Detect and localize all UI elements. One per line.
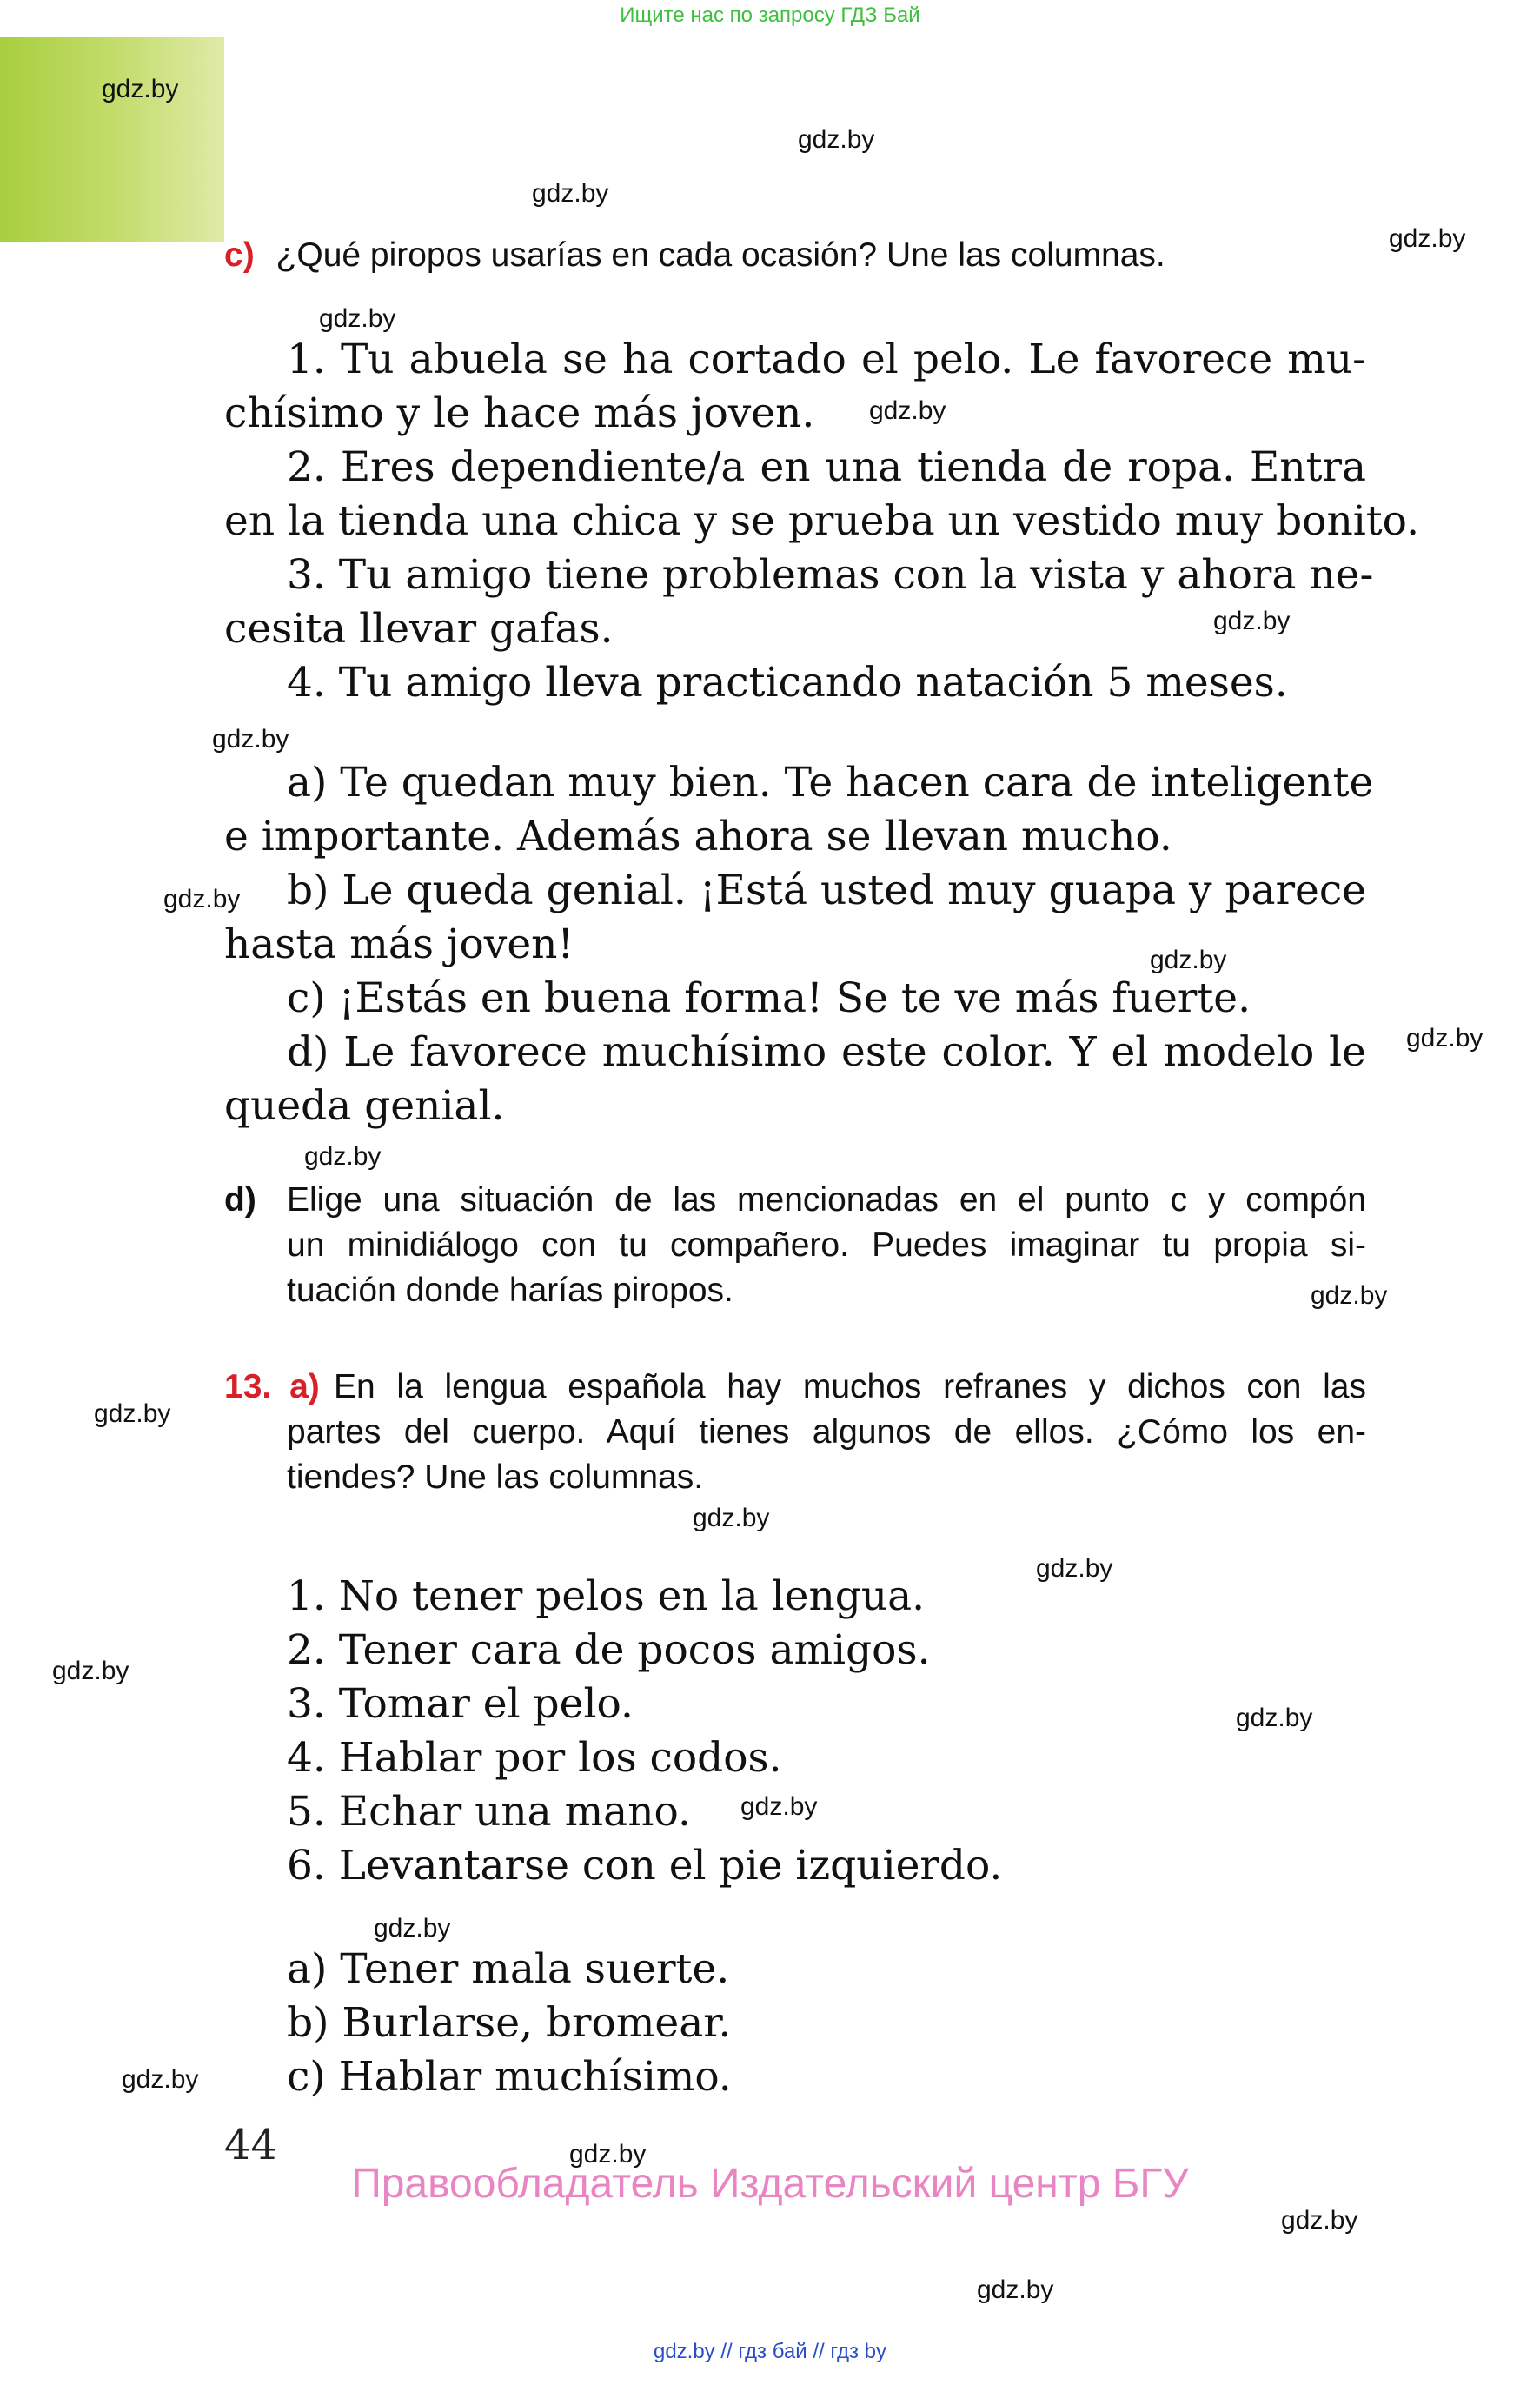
watermark: gdz.by [1213,607,1291,635]
list-item [224,441,1420,548]
list-item [224,656,1366,710]
compliment-line: a) Te quedan muy bien. Te hacen cara de inteligente [287,759,1374,807]
page-number: 44 [224,2121,278,2169]
sayings-list [287,1570,1002,1893]
watermark: gdz.by [52,1657,129,1685]
compliment-line: e importante. Además ahora se llevan mucho. [224,813,1172,860]
footer-links[interactable]: gdz.by // гдз бай // гдз by [653,2340,887,2363]
situation-line: cesita llevar gafas. [224,605,614,653]
watermark: gdz.by [94,1399,171,1428]
exercise-13-label: a) [289,1368,320,1405]
watermark: gdz.by [532,179,609,208]
watermark: gdz.by [1311,1281,1388,1310]
exercise-number: 13. [224,1368,272,1405]
list-item: c) Hablar muchísimo. [287,2053,732,2101]
situation-line: 3. Tu amigo tiene problemas con la vista y ahora ne- [287,551,1374,599]
section-c-label: c) [224,236,255,274]
section-d-line: Elige una situación de las mencionadas en el punto c y compón [287,1181,1366,1219]
watermark: gdz.by [102,75,179,103]
situation-line: 4. Tu amigo lleva practicando natación 5 meses. [287,659,1288,707]
exercise-13-line: tiendes? Une las columnas. [287,1458,704,1496]
section-c-instruction: ¿Qué piropos usarías en cada ocasión? Une las columnas. [275,236,1165,274]
watermark: gdz.by [1150,946,1227,974]
situation-line: en la tienda una chica y se prueba un vestido muy bonito. [224,497,1420,545]
compliment-line: b) Le queda genial. ¡Está usted muy guapa y parece [287,867,1366,914]
list-item [224,864,1366,972]
section-d-line: tuación donde harías piropos. [287,1272,733,1309]
watermark: gdz.by [1281,2206,1358,2235]
list-item [224,1026,1366,1133]
compliment-line: hasta más joven! [224,920,574,968]
copyright-notice: Правообладатель Издательский центр БГУ [351,2161,1189,2207]
list-item: 3. Tomar el pelo. [287,1680,634,1728]
watermark: gdz.by [569,2140,647,2169]
list-item [224,333,1366,441]
list-item: a) Tener mala suerte. [287,1945,730,1993]
watermark: gdz.by [212,725,289,754]
watermark: gdz.by [1036,1554,1113,1583]
compliments-list [224,756,1374,1133]
compliment-line: queda genial. [224,1082,505,1130]
watermark: gdz.by [319,304,396,333]
watermark: gdz.by [163,885,241,913]
situation-line: 2. Eres dependiente/a en una tienda de ropa. Entra [287,443,1366,491]
list-item: 5. Echar una mano. [287,1788,691,1836]
situation-line: 1. Tu abuela se ha cortado el pelo. Le favorece mu- [287,335,1366,383]
list-item: 2. Tener cara de pocos amigos. [287,1626,931,1674]
section-d-line: un minidiálogo con tu compañero. Puedes imaginar tu propia si- [287,1226,1366,1264]
section-c-heading [224,233,1165,278]
list-item [224,972,1366,1026]
section-d-text [287,1178,1366,1313]
list-item: 6. Levantarse con el pie izquierdo. [287,1842,1003,1890]
top-banner[interactable]: Ищите нас по запросу ГДЗ Бай [620,3,920,27]
watermark: gdz.by [740,1792,818,1821]
watermark: gdz.by [1236,1704,1313,1732]
list-item: 1. No tener pelos en la lengua. [287,1572,926,1620]
list-item [224,548,1374,656]
situations-list [224,333,1420,710]
section-d-label: d) [224,1181,256,1219]
list-item [224,756,1374,864]
compliment-line: c) ¡Estás en buena forma! Se te ve más fuerte. [287,974,1251,1022]
watermark: gdz.by [304,1142,382,1171]
exercise-13-text [287,1365,1366,1500]
list-item: b) Burlarse, bromear. [287,1999,732,2047]
exercise-13-line: En la lengua española hay muchos refranes y dichos con las [334,1368,1366,1405]
situation-line: chísimo y le hace más joven. [224,389,815,437]
compliment-line: d) Le favorece muchísimo este color. Y el modelo le [287,1028,1366,1076]
list-item: 4. Hablar por los codos. [287,1734,782,1782]
watermark: gdz.by [1406,1024,1484,1053]
watermark: gdz.by [374,1914,451,1943]
meanings-list [287,1943,732,2104]
watermark: gdz.by [1389,224,1466,253]
watermark: gdz.by [977,2275,1054,2304]
watermark: gdz.by [798,125,875,154]
watermark: gdz.by [869,396,946,425]
watermark: gdz.by [122,2065,199,2094]
watermark: gdz.by [693,1504,770,1532]
exercise-13-line: partes del cuerpo. Aquí tienes algunos de ellos. ¿Cómo los en- [287,1413,1366,1451]
corner-tab [0,37,224,242]
